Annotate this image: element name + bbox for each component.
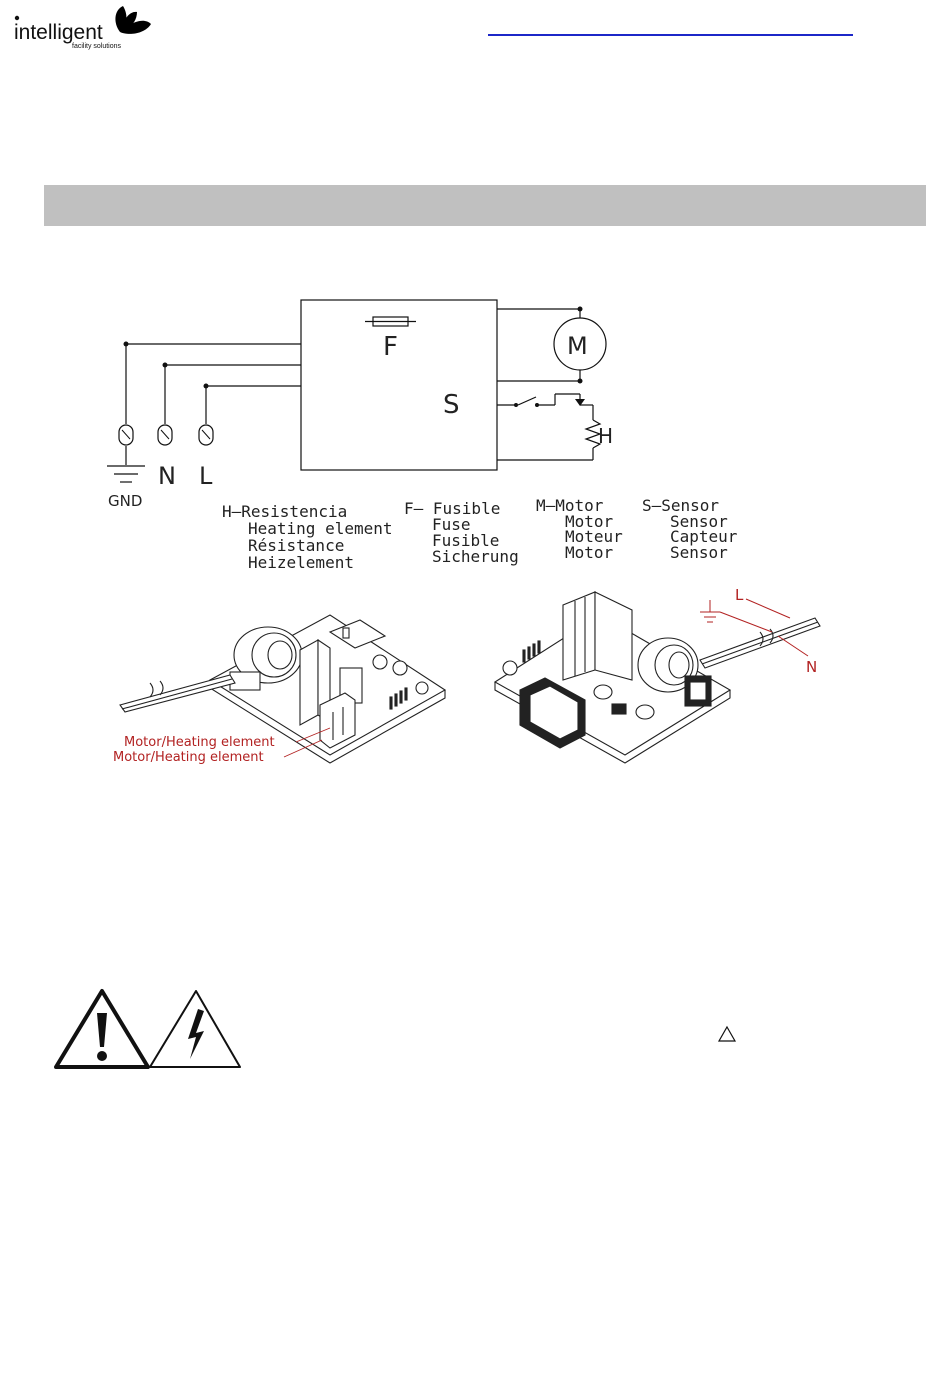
legend-f-4: Sicherung bbox=[432, 547, 519, 566]
terminal-l-label: L bbox=[199, 462, 213, 490]
terminal-gnd-label: GND bbox=[108, 492, 143, 510]
left-annotation-2: Motor/Heating element bbox=[113, 750, 264, 765]
brand-tagline: facility solutions bbox=[72, 43, 122, 50]
electric-hazard-icon bbox=[150, 991, 240, 1067]
brand-name: intelligent bbox=[14, 21, 103, 44]
legend-h-2: Heating element bbox=[248, 519, 393, 538]
warning-exclamation-icon bbox=[56, 991, 148, 1067]
legend-h-4: Heizelement bbox=[248, 553, 354, 572]
legend-s-3: Capteur bbox=[670, 527, 738, 546]
wiring-diagram bbox=[0, 260, 950, 580]
board-illustrations bbox=[0, 580, 950, 780]
right-board-drawing bbox=[495, 592, 820, 763]
legend-s-2: Sensor bbox=[670, 512, 728, 531]
brand-logo bbox=[10, 0, 160, 52]
warning-icons bbox=[50, 985, 250, 1075]
left-annotation-1: Motor/Heating element bbox=[124, 735, 275, 750]
heater-label: H bbox=[598, 424, 614, 448]
legend-m-2: Motor bbox=[565, 512, 614, 531]
section-header-bar bbox=[44, 185, 926, 226]
motor-label: M bbox=[567, 332, 588, 360]
header-link[interactable] bbox=[488, 0, 853, 36]
caution-triangle-icon bbox=[716, 1024, 738, 1044]
legend-s-4: Sensor bbox=[670, 543, 728, 562]
right-annotation-l: L bbox=[735, 586, 744, 604]
legend-f-2: Fuse bbox=[432, 515, 471, 534]
right-annotation-n: N bbox=[806, 658, 818, 676]
legend-h-3: Résistance bbox=[248, 536, 345, 555]
legend-f-3: Fusible bbox=[432, 531, 500, 550]
legend-m-4: Motor bbox=[565, 543, 614, 562]
sensor-label: S bbox=[443, 390, 460, 420]
legend-m-3: Moteur bbox=[565, 527, 623, 546]
legend-h-1: H—Resistencia bbox=[222, 502, 348, 521]
fuse-label: F bbox=[383, 332, 398, 362]
leaf-logo-icon bbox=[115, 6, 151, 34]
legend-m-1: M—Motor bbox=[536, 496, 604, 515]
terminal-n-label: N bbox=[158, 462, 176, 490]
legend-f-1: F— Fusible bbox=[404, 499, 501, 518]
legend-s-1: S—Sensor bbox=[642, 496, 720, 515]
